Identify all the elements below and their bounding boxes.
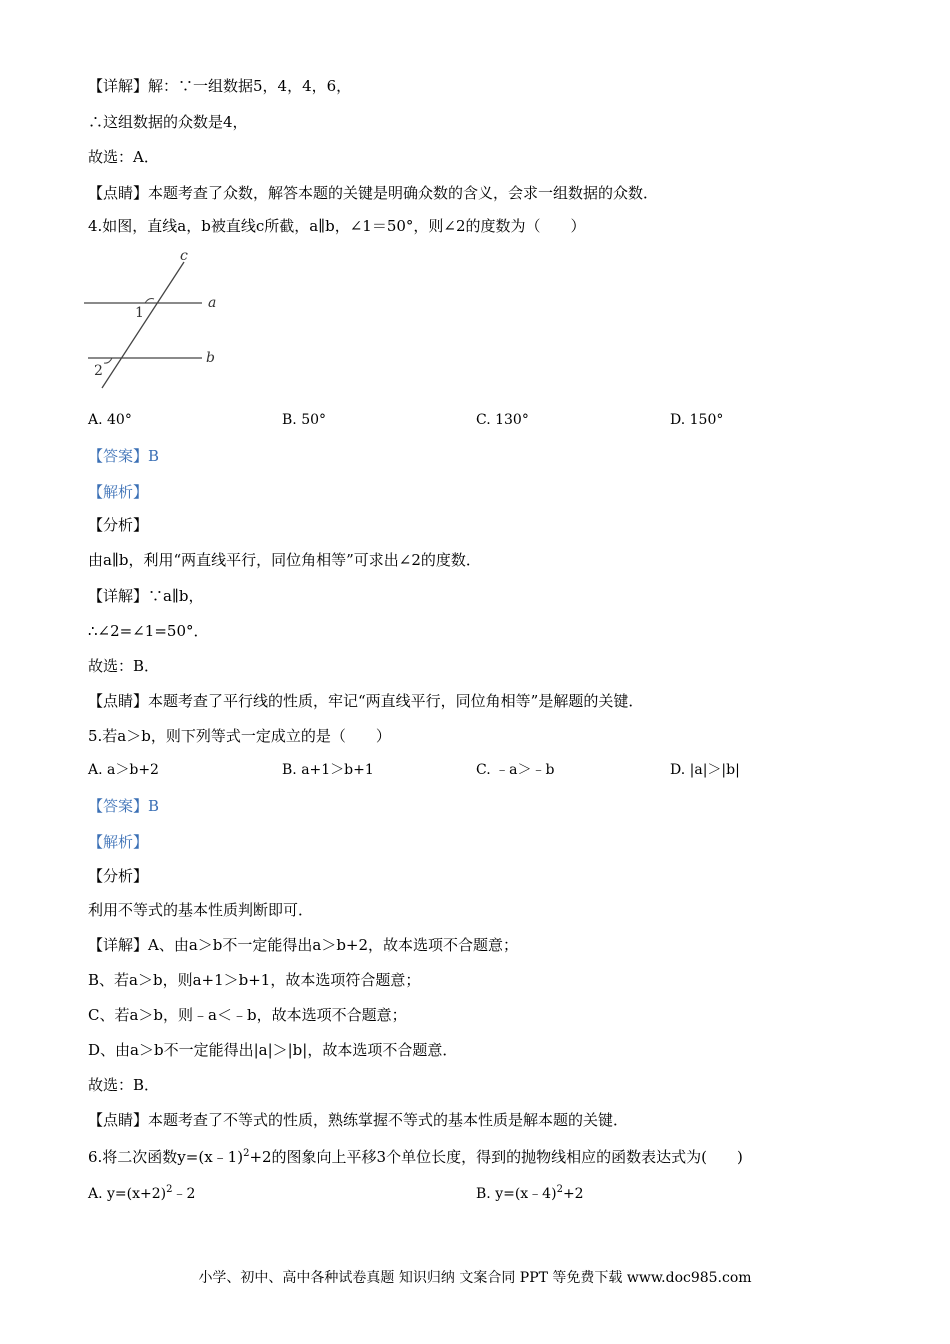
q6-option-b	[476, 1180, 584, 1204]
angle-2-arc	[104, 358, 112, 363]
q5-option-d: D. |a|＞|b|	[670, 762, 740, 778]
q5-comment-line: 【点睛】本题考查了不等式的性质，熟练掌握不等式的基本性质是解本题的关键．	[88, 1111, 629, 1129]
q6-option-a-pre: A. y=(x+2)	[88, 1186, 167, 1202]
question-5: 5.若a＞b，则下列等式一定成立的是（ ）	[88, 727, 391, 745]
q4-option-c: C. 130°	[476, 412, 529, 428]
q4-analysis-heading: 【解析】	[88, 483, 149, 501]
q4-choose-line: 故选：B．	[88, 657, 160, 675]
q4-comment-line: 【点睛】本题考查了平行线的性质，牢记“两直线平行，同位角相等”是解题的关键．	[88, 692, 644, 710]
q5-answer: 【答案】B	[88, 797, 160, 815]
q3-comment-line: 【点睛】本题考查了众数，解答本题的关键是明确众数的含义，会求一组数据的众数．	[88, 184, 659, 202]
q3-mode-line: ∴这组数据的众数是4，	[88, 113, 248, 131]
parallel-lines-figure	[84, 246, 224, 394]
q6-exponent: 2	[243, 1148, 250, 1159]
question-6	[88, 1144, 743, 1167]
q5-detail-c: C、若a＞b，则﹣a＜﹣b，故本选项不合题意；	[88, 1006, 407, 1024]
q6-option-a-exp: 2	[166, 1184, 173, 1195]
q6-option-a-post: ﹣2	[172, 1186, 196, 1202]
label-1: 1	[135, 305, 144, 321]
q3-choose-line: 故选：A．	[88, 148, 159, 166]
line-c	[102, 262, 184, 388]
q4-option-b: B. 50°	[282, 412, 327, 428]
label-b: b	[206, 350, 215, 366]
q5-detail-b: B、若a＞b，则a+1＞b+1，故本选项符合题意；	[88, 971, 421, 989]
label-c: c	[180, 248, 188, 264]
page-footer: 小学、初中、高中各种试卷真题 知识归纳 文案合同 PPT 等免费下载 www.doc985.com	[198, 1270, 752, 1286]
q5-choose-line: 故选：B．	[88, 1076, 160, 1094]
q5-option-c: C. ﹣a＞﹣b	[476, 762, 555, 778]
q4-option-d: D. 150°	[670, 412, 724, 428]
q5-detail-d: D、由a＞b不一定能得出|a|＞|b|，故本选项不合题意．	[88, 1041, 458, 1059]
q6-text-post: +2的图象向上平移3个单位长度，得到的抛物线相应的函数表达式为( )	[249, 1148, 743, 1166]
q6-text-pre: 6.将二次函数y=(x﹣1)	[88, 1148, 244, 1166]
q4-detail-line-2: ∴∠2=∠1=50°．	[88, 622, 209, 640]
label-2: 2	[94, 363, 103, 379]
q5-option-b: B. a+1＞b+1	[282, 762, 374, 778]
label-a: a	[208, 295, 217, 311]
q6-option-b-exp: 2	[556, 1184, 563, 1195]
q5-analysis-text: 利用不等式的基本性质判断即可．	[88, 901, 314, 919]
q4-analysis-text: 由a∥b，利用“两直线平行，同位角相等”可求出∠2的度数．	[88, 551, 481, 569]
q4-answer: 【答案】B	[88, 447, 160, 465]
q6-option-b-post: +2	[562, 1186, 584, 1202]
q5-analysis-label: 【分析】	[88, 867, 149, 885]
q4-detail-line: 【详解】∵a∥b，	[88, 587, 204, 605]
q5-analysis-heading: 【解析】	[88, 833, 149, 851]
q4-option-a: A. 40°	[88, 412, 132, 428]
angle-1-arc	[145, 299, 154, 304]
q3-solution-line: 【详解】解：∵一组数据5，4，4，6，	[88, 77, 352, 95]
q4-analysis-label: 【分析】	[88, 516, 149, 534]
question-4: 4.如图，直线a，b被直线c所截，a∥b，∠1＝50°，则∠2的度数为（ ）	[88, 217, 586, 235]
q5-option-a: A. a＞b+2	[88, 762, 159, 778]
q6-option-a	[88, 1180, 195, 1204]
q6-option-b-pre: B. y=(x﹣4)	[476, 1186, 557, 1202]
q5-detail-a: 【详解】A、由a＞b不一定能得出a＞b+2，故本选项不合题意；	[88, 936, 519, 954]
